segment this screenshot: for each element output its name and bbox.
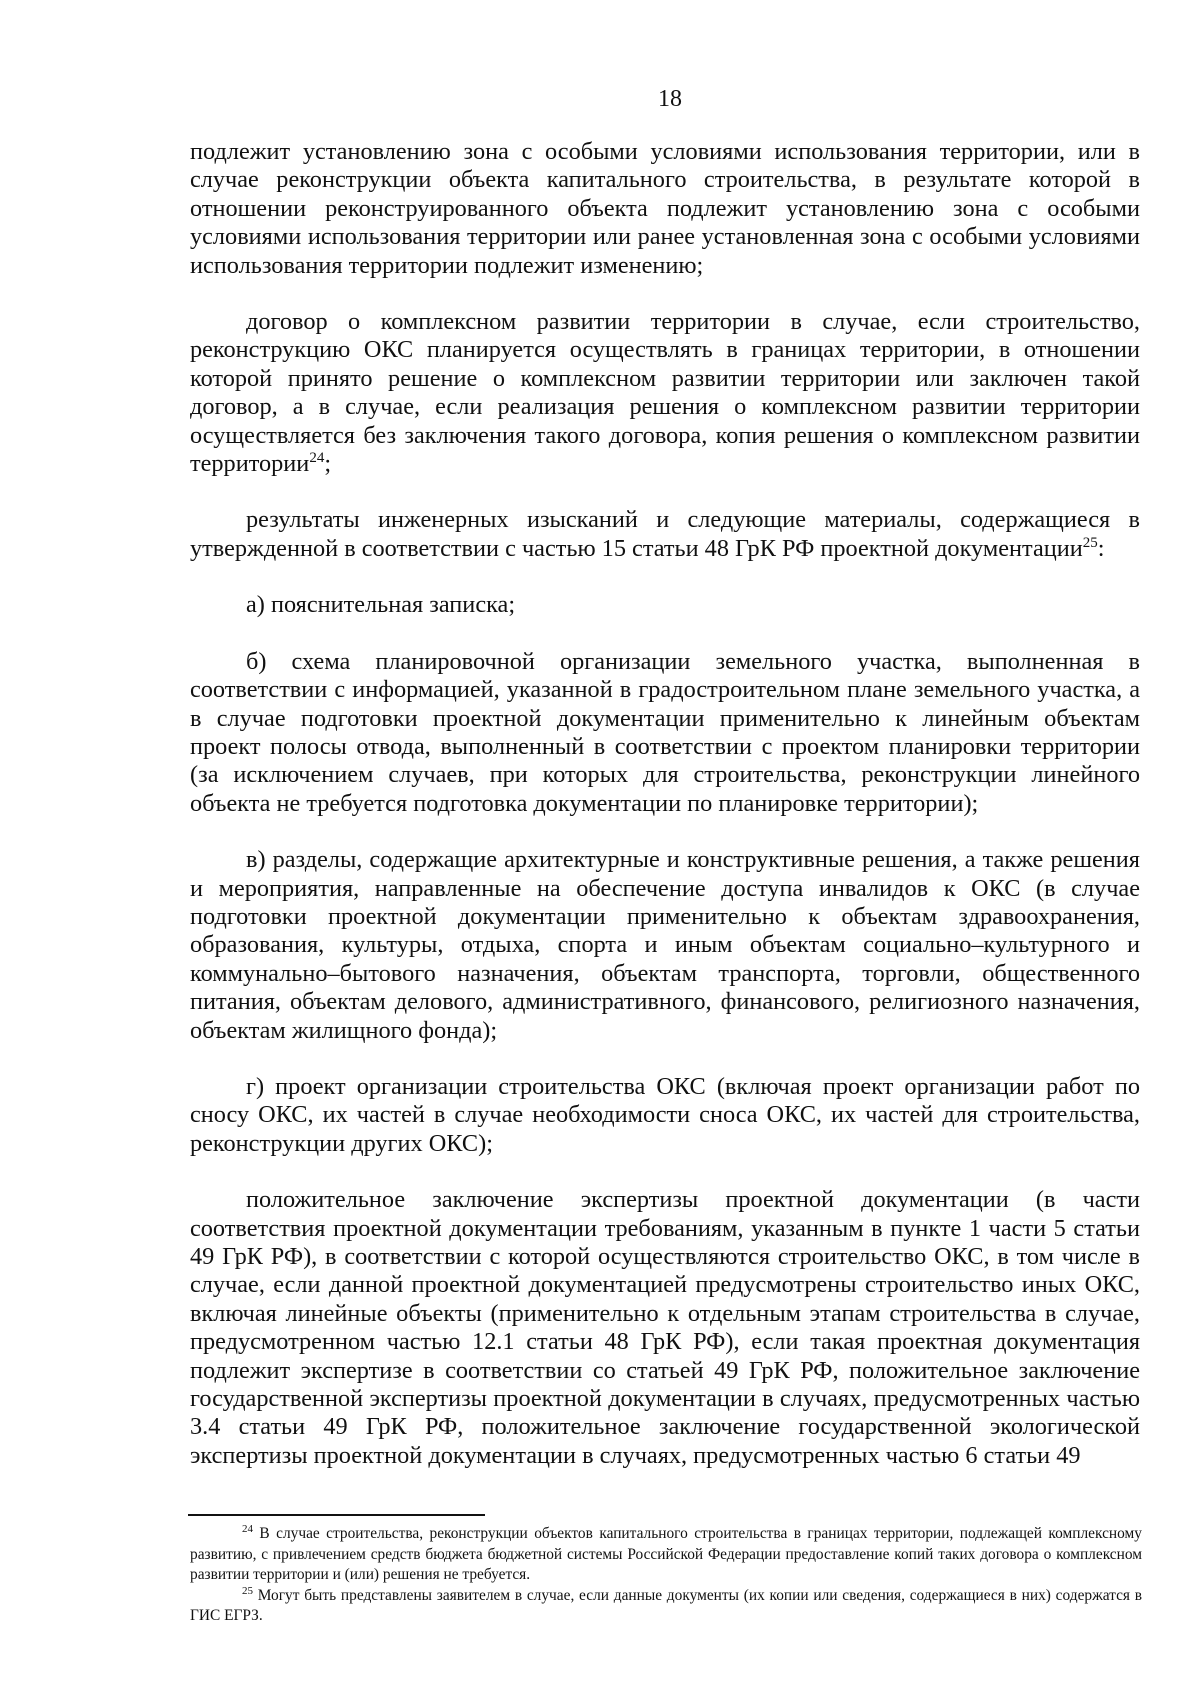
footnote-separator	[188, 1514, 485, 1516]
list-item-v	[190, 846, 1140, 1045]
paragraph-text: б) схема планировочной организации земельного участка, выполненная в соответствии с информацией, указанной в градостроительном плане земельного участка, а в случае подготовки проектной документации применительно к линейным объектам проект полосы отвода, выполненный в соответствии с проектом планировки территории (за исключением случаев, при которых для строительства, реконструкции линейного объекта не требуется подготовка документации по планировке территории);	[190, 647, 1140, 817]
paragraph-expertise-conclusion	[190, 1186, 1140, 1470]
paragraph-tail: ;	[324, 450, 332, 478]
document-body	[190, 138, 1140, 1470]
paragraph-text: договор о комплексном развитии территории в случае, если строительство, реконструкцию ОКС планируется осуществлять в границах территории, в отношении которой принято решение о комплексном развитии территории или заключен такой договор, а в случае, если реализация решения о комплексном развитии территории осуществляется без заключения такого договора, копия решения о комплексном развитии территории	[190, 308, 1140, 478]
paragraph-survey-results	[190, 506, 1140, 563]
footnote-reference: 25	[1082, 534, 1098, 551]
footnote-mark: 25	[242, 1584, 253, 1597]
footnote-text: В случае строительства, реконструкции объектов капитального строительства в границах территории, подлежащей комплексному развитию, с привлечением средств бюджета бюджетной системы Российской Федерации предоставление копий таких договора о комплексном развитии территории и (или) решения не требуется.	[190, 1525, 1142, 1583]
footnote-25	[190, 1586, 1142, 1627]
paragraph-text: в) разделы, содержащие архитектурные и конструктивные решения, а также решения и мероприятия, направленные на обеспечение доступа инвалидов к ОКС (в случае подготовки проектной документации применительно к объектам здравоохранения, образования, культуры, отдыха, спорта и иным объектам социально–культурного и коммунально–бытового назначения, объектам транспорта, торговли, общественного питания, объектам делового, административного, финансового, религиозного назначения, объектам жилищного фонда);	[190, 846, 1140, 1044]
paragraph-text: а) пояснительная записка;	[246, 591, 516, 619]
paragraph-text: положительное заключение экспертизы проектной документации (в части соответствия проектной документации требованиям, указанным в пункте 1 части 5 статьи 49 ГрК РФ), в соответствии с которой осуществляются строительство ОКС, в том числе в случае, если данной проектной документацией предусмотрены строительство иных ОКС, включая линейные объекты (применительно к отдельным этапам строительства в случае, предусмотренном частью 12.1 статьи 48 ГрК РФ), если такая проектная документация подлежит экспертизе в соответствии со статьей 49 ГрК РФ, положительное заключение государственной экспертизы проектной документации в случаях, предусмотренных частью 3.4 статьи 49 ГрК РФ, положительное заключение государственной экологической экспертизы проектной документации в случаях, предусмотренных частью 6 статьи 49	[190, 1186, 1140, 1469]
paragraph-development-agreement	[190, 308, 1140, 478]
list-item-b	[190, 648, 1140, 818]
paragraph-zone-continuation	[190, 138, 1140, 280]
list-item-a	[190, 591, 1140, 619]
footnote-reference: 24	[309, 450, 325, 467]
paragraph-text: г) проект организации строительства ОКС (включая проект организации работ по сносу ОКС, их частей в случае необходимости сноса ОКС, их частей для строительства, реконструкции других ОКС);	[190, 1072, 1140, 1157]
list-item-g	[190, 1073, 1140, 1158]
footnotes	[190, 1524, 1142, 1627]
paragraph-tail: :	[1097, 534, 1105, 562]
paragraph-text: подлежит установлению зона с особыми условиями использования территории, или в случае реконструкции объекта капитального строительства, в результате которой в отношении реконструированного объекта подлежит установлению зона с особыми условиями использования территории или ранее установленная зона с особыми условиями использования территории подлежит изменению;	[190, 138, 1140, 279]
footnote-text: Могут быть представлены заявителем в случае, если данные документы (их копии или сведения, содержащиеся в них) содержатся в ГИС ЕГРЗ.	[190, 1586, 1142, 1624]
paragraph-text: результаты инженерных изысканий и следующие материалы, содержащиеся в утвержденной в соответствии с частью 15 статьи 48 ГрК РФ проектной документации	[190, 506, 1140, 562]
footnote-24	[190, 1524, 1142, 1586]
footnote-mark: 24	[242, 1523, 253, 1535]
page-number: 18	[658, 86, 682, 112]
